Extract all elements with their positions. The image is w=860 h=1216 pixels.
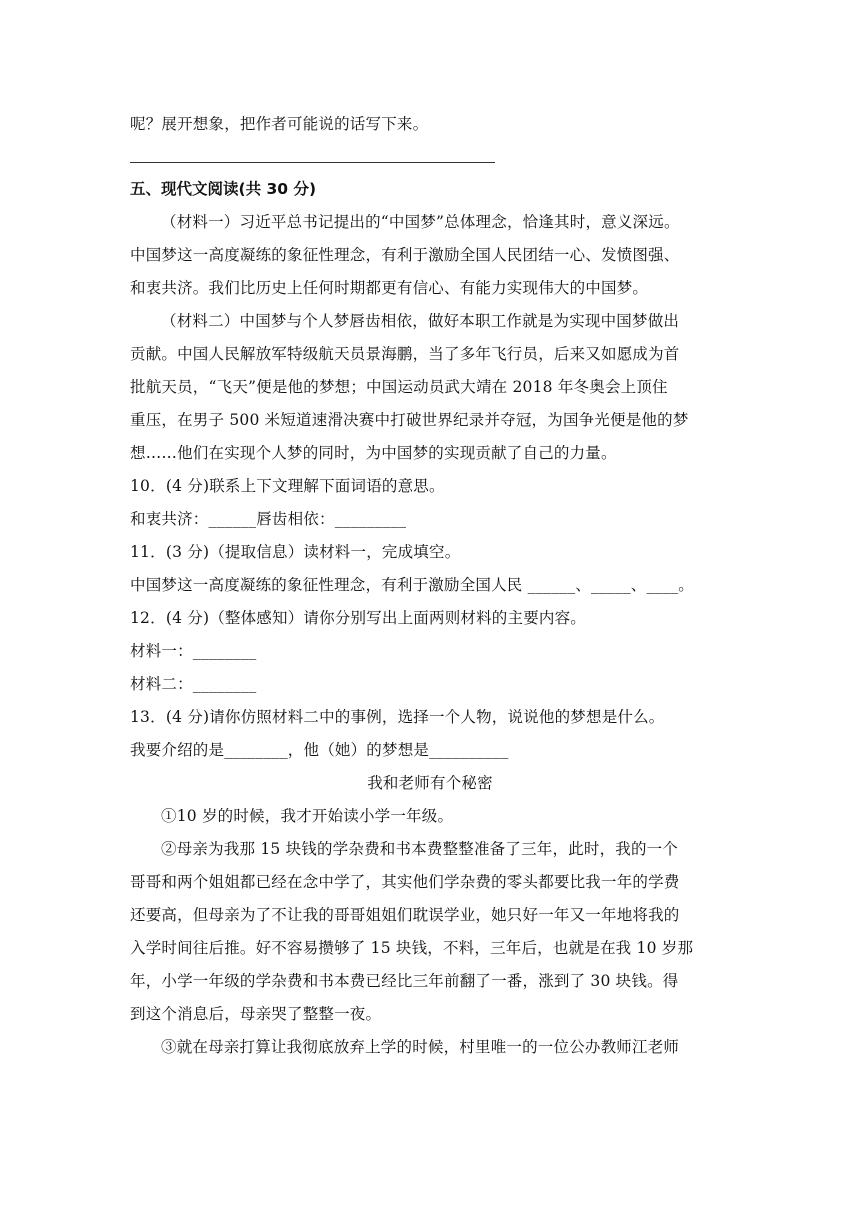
question-12-answer-a[interactable]: 材料一：________ — [130, 642, 257, 660]
question-10-answer-blanks[interactable]: 和衷共济：______唇齿相依：_________ — [130, 510, 407, 528]
question-13: 13．(4 分)请你仿照材料二中的事例，选择一个人物，说说他的梦想是什么。 — [130, 708, 665, 726]
question-13-answer-blanks[interactable]: 我要介绍的是________，他（她）的梦想是__________ — [130, 741, 509, 759]
questions — [130, 470, 730, 767]
question-12: 12．(4 分)（整体感知）请你分别写出上面两则材料的主要内容。 — [130, 609, 587, 627]
material-2-line: （材料二）中国梦与个人梦唇齿相依，做好本职工作就是为实现中国梦做出 — [161, 312, 680, 330]
story-line: 哥哥和两个姐姐都已经在念中学了，其实他们学杂费的零头都要比我一年的学费 — [130, 873, 680, 891]
answer-line — [130, 162, 495, 163]
story-line: 入学时间往后推。好不容易攒够了 15 块钱，不料，三年后，也就是在我 10 岁那 — [130, 939, 694, 957]
story-line: ③就在母亲打算让我彻底放弃上学的时候，村里唯一的一位公办教师江老师 — [161, 1038, 680, 1056]
story-line: 还要高，但母亲为了不让我的哥哥姐姐们耽误学业，她只好一年又一年地将我的 — [130, 906, 680, 924]
question-11: 11．(3 分)（提取信息）读材料一，完成填空。 — [130, 543, 461, 561]
material-1-line: 中国梦这一高度凝练的象征性理念，有利于激励全国人民团结一心、发愤图强、 — [130, 246, 680, 264]
question-10: 10．(4 分)联系上下文理解下面词语的意思。 — [130, 477, 445, 495]
story-line: 年，小学一年级的学杂费和书本费已经比三年前翻了一番，涨到了 30 块钱。得 — [130, 972, 679, 990]
material-2-line: 批航天员，“飞天”便是他的梦想；中国运动员武大靖在 2018 年冬奥会上顶住 — [130, 378, 668, 396]
material-2-line: 重压，在男子 500 米短道速滑决赛中打破世界纪录并夺冠，为国争光便是他的梦 — [130, 411, 689, 429]
lead-paragraph — [130, 108, 730, 141]
material-2-line: 贡献。中国人民解放军特级航天员景海鹏，当了多年飞行员，后来又如愿成为首 — [130, 345, 680, 363]
question-11-answer-blanks[interactable]: 中国梦这一高度凝练的象征性理念，有利于激励全国人民 ______、_____、____。 — [130, 576, 694, 594]
material-1 — [130, 206, 730, 305]
story-line: 到这个消息后，母亲哭了整整一夜。 — [130, 1005, 382, 1023]
question-12-answer-b[interactable]: 材料二：________ — [130, 675, 257, 693]
section-title: 五、现代文阅读(共 30 分) — [130, 180, 317, 198]
story-title: 我和老师有个秘密 — [367, 774, 493, 792]
material-1-line: （材料一）习近平总书记提出的“中国梦”总体理念，恰逢其时，意义深远。 — [161, 213, 680, 231]
material-2 — [130, 305, 730, 470]
story-line: ①10 岁的时候，我才开始读小学一年级。 — [161, 807, 454, 825]
section-5 — [130, 173, 730, 1064]
story-line: ②母亲为我那 15 块钱的学杂费和书本费整整准备了三年，此时，我的一个 — [161, 840, 679, 858]
material-1-line: 和衷共济。我们比历史上任何时期都更有信心、有能力实现伟大的中国梦。 — [130, 279, 649, 297]
material-2-line: 想……他们在实现个人梦的同时，为中国梦的实现贡献了自己的力量。 — [130, 444, 617, 462]
story-body — [130, 800, 730, 1064]
lead-text: 呢？展开想象，把作者可能说的话写下来。 — [130, 115, 429, 133]
